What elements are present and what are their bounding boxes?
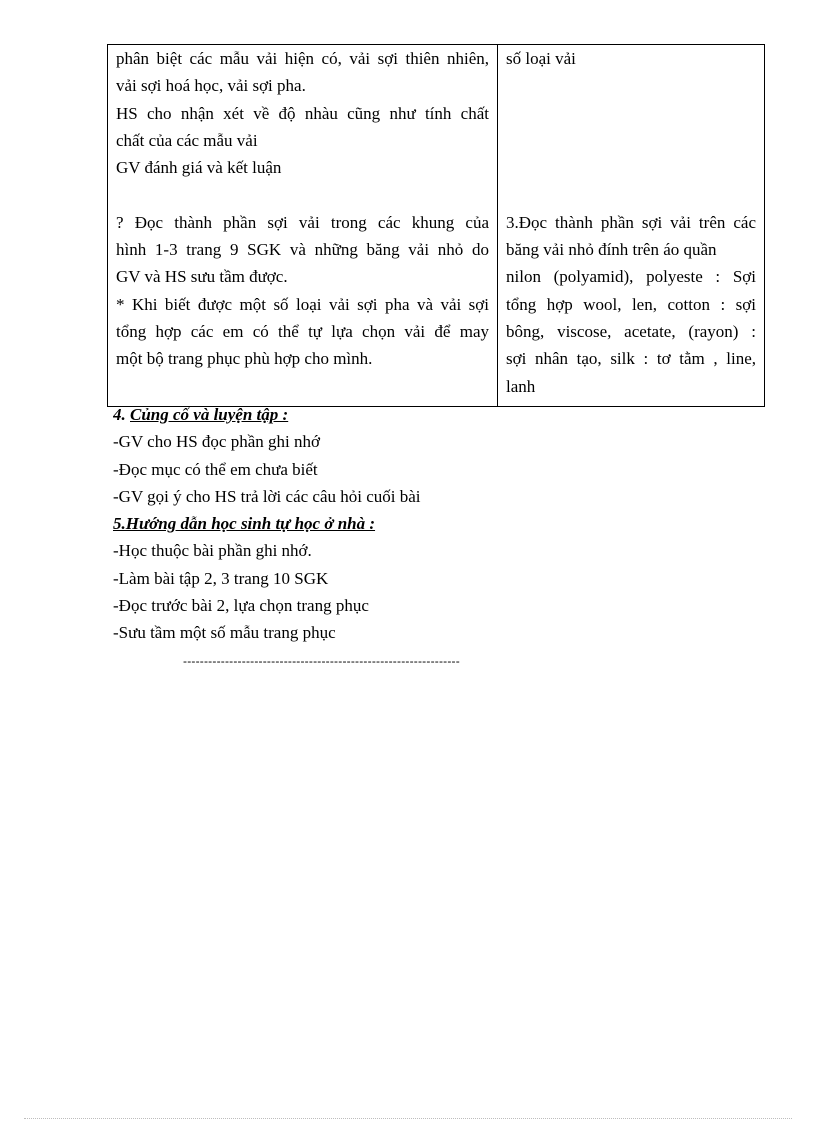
list-item: -Học thuộc bài phần ghi nhớ.	[113, 541, 312, 561]
text-line: tổng hợp wool, len, cotton : sợi	[506, 294, 756, 314]
text-line: sợi nhân tạo, silk : tơ tằm , line,	[506, 349, 756, 369]
lesson-sections	[113, 401, 713, 647]
text-line: bông, viscose, acetate, (rayon) :	[506, 321, 756, 341]
text-line: băng vải nhỏ đính trên áo quần	[506, 240, 717, 260]
section-5-title: 5.Hướng dẫn học sinh tự học ở nhà :	[113, 514, 376, 534]
text-line: phân biệt các mẫu vải hiện có, vải sợi thiên nhiên,	[116, 49, 489, 68]
lesson-table	[107, 44, 765, 407]
text-line: nilon (polyamid), polyeste : Sợi	[506, 267, 756, 287]
list-item: -Làm bài tập 2, 3 trang 10 SGK	[113, 568, 329, 588]
text-line: hình 1-3 trang 9 SGK và những băng vải nhỏ do	[116, 240, 489, 260]
end-divider: ------------------------------------------------------------------	[183, 654, 460, 668]
section-4-title: Củng cố và luyện tập :	[130, 405, 289, 424]
list-item: -Sưu tầm một số mẫu trang phục	[113, 623, 336, 643]
text-line: GV và HS sưu tầm được.	[116, 267, 288, 287]
list-item: -Đọc mục có thể em chưa biết	[113, 459, 318, 479]
list-item: -Đọc trước bài 2, lựa chọn trang phục	[113, 596, 369, 616]
teacher-activity-cell	[108, 45, 498, 407]
section-4-heading	[113, 401, 713, 428]
page-bottom-border	[24, 1118, 792, 1119]
text-line: số loại vải	[506, 49, 576, 68]
list-item: -GV gọi ý cho HS trả lời các câu hỏi cuối bài	[113, 486, 421, 506]
text-line: ? Đọc thành phần sợi vải trong các khung của	[116, 212, 489, 232]
text-line: lanh	[506, 376, 536, 396]
text-line: HS cho nhận xét về độ nhàu cũng như tính chất	[116, 103, 489, 123]
table-row	[108, 45, 765, 407]
list-item: -GV cho HS đọc phần ghi nhớ	[113, 432, 320, 452]
content-cell	[498, 45, 765, 407]
text-line: 3.Đọc thành phần sợi vải trên các	[506, 212, 756, 232]
text-line: vải sợi hoá học, vải sợi pha.	[116, 76, 306, 96]
text-line: chất của các mẫu vải	[116, 130, 258, 150]
text-line: * Khi biết được một số loại vải sợi pha và vải sợi	[116, 294, 489, 314]
text-line: GV đánh giá và kết luận	[116, 158, 282, 178]
section-4-number: 4.	[113, 405, 126, 424]
text-line: tổng hợp các em có thể tự lựa chọn vải để may	[116, 321, 489, 341]
text-line: một bộ trang phục phù hợp cho mình.	[116, 349, 373, 369]
section-5-heading	[113, 510, 713, 537]
